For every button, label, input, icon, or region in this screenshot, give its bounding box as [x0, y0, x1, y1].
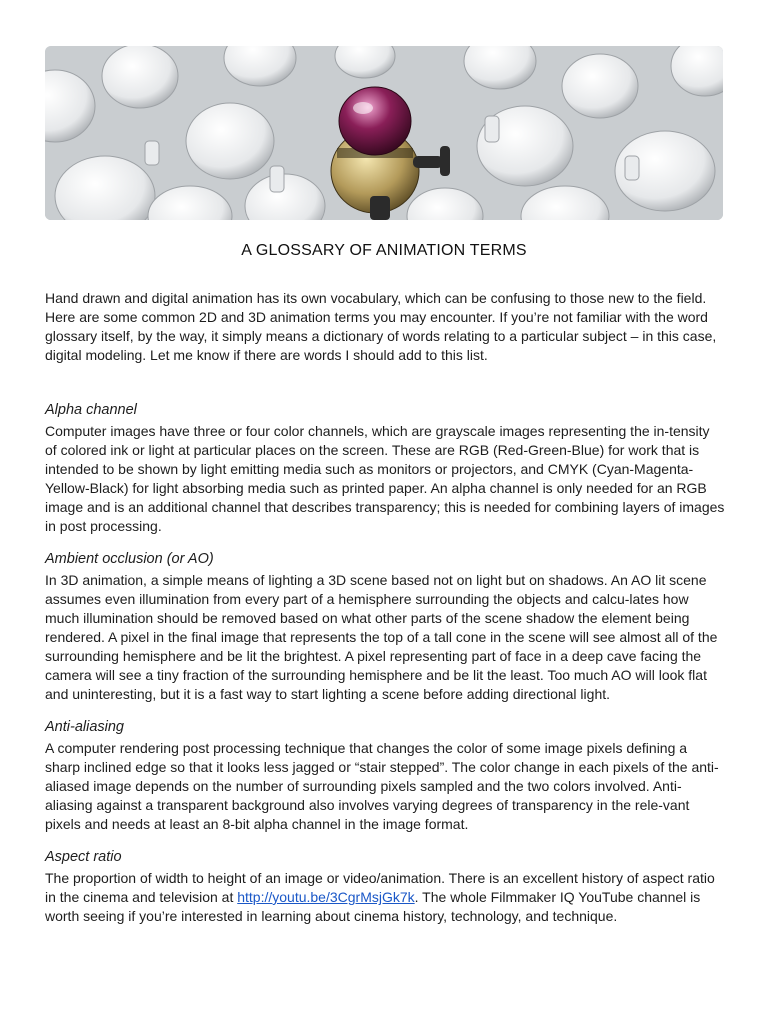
glossary-entry [45, 717, 725, 834]
term-heading: Aspect ratio [45, 849, 122, 865]
term-definition: A computer rendering post processing technique that changes the color of some image pixels defining a sharp inclined edge so that it looks less jagged or “stair stepped”. The color change in each pixels of the anti-aliased image depends on the number of surrounding pixels sampled and the two colors involved. Anti-aliasing against a transparent background also involves varying degrees of transparency in the rele-vant pixels and needs at least an 8-bit alpha channel in the image format. [45, 740, 719, 832]
definition-text: The proportion of width to height of an image or video/animation. There is an excellent history of aspect ratio in the cinema and television at [45, 870, 715, 905]
youtube-link[interactable]: http://youtu.be/3CgrMsjGk7k [237, 889, 415, 905]
term-heading: Anti-aliasing [45, 719, 124, 735]
robot-image [45, 46, 723, 220]
term-definition: In 3D animation, a simple means of lighting a 3D scene based not on light but on shadows. An AO lit scene assumes even illumination from every part of a hemisphere surrounding the objects and calcu-lates how much illumination should be removed based on what other parts of the scene shadow the element being rendered. A pixel in the final image that represents the top of a tall cone in the scene will see almost all of the surrounding hemisphere and be lit the brightest. A pixel representing part of face in a deep cave facing the camera will see a tiny fraction of the surrounding hemisphere and be lit the least. Too much AO will look flat and uninteresting, but it is a fast way to start lighting a scene before adding directional light. [45, 572, 718, 702]
header-image [45, 46, 723, 220]
glossary-entry [45, 549, 725, 704]
intro-paragraph: Hand drawn and digital animation has its own vocabulary, which can be confusing to those new to the field. Here are some common 2D and 3D animation terms you may encounter. If you’re not familiar with the word glossary itself, by the way, it simply means a dictionary of words relating to a particular subject – in this case, digital modeling. Let me know if there are words I should add to this list. [45, 290, 717, 363]
page-title: A GLOSSARY OF ANIMATION TERMS [241, 242, 527, 259]
term-definition [45, 869, 725, 926]
term-heading: Alpha channel [45, 402, 137, 418]
glossary-entry [45, 847, 725, 926]
glossary-content [45, 289, 725, 939]
term-heading: Ambient occlusion (or AO) [45, 551, 214, 567]
definition-text: . The whole Filmmaker IQ YouTube channel is worth seeing if you’re interested in learning about cinema history, technology, and technique. [45, 889, 701, 924]
term-definition: Computer images have three or four color channels, which are grayscale images representing the in-tensity of colored ink or light at particular places on the screen. These are RGB (Red-Green-Blue) for work that is intended to be shown by light emitting media such as monitors or projectors, and CMYK (Cyan-Magenta-Yellow-Black) for light absorbing media such as printed paper. An alpha channel is only needed for an RGB image and is an additional channel that describes transparency; this is needed for combining layers of images in post processing. [45, 423, 725, 534]
glossary-entry [45, 400, 725, 536]
